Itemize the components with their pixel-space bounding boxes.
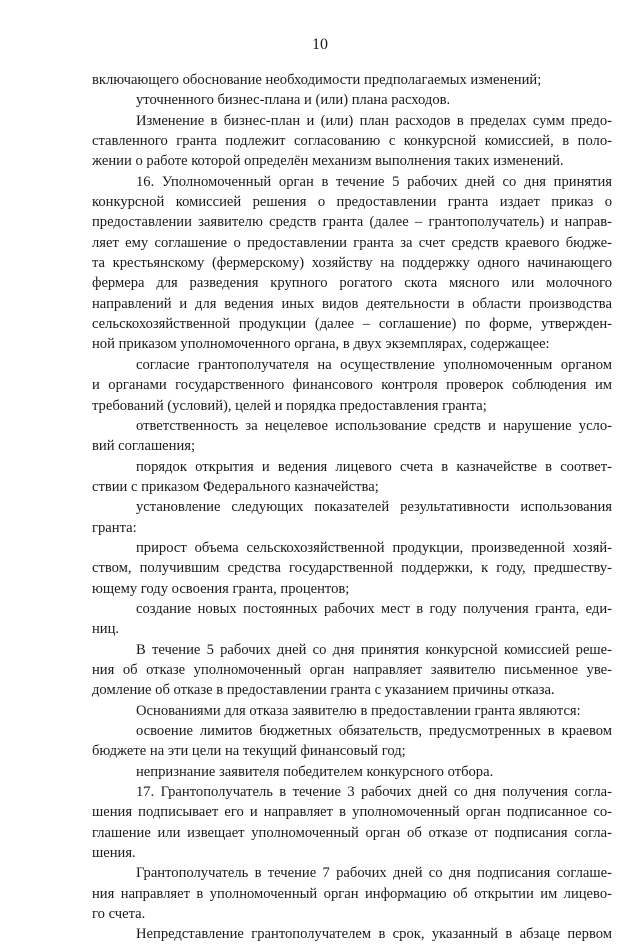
text-line: сельскохозяйственной продукции (далее – соглашение) по форме, утвержден- (92, 316, 612, 333)
text-line: ющему году освоения гранта, процентов; (92, 580, 350, 597)
text-line: ством, получившим средства государственной поддержки, к году, предшеству- (92, 560, 612, 577)
text-line: жении о работе которой определён механизм выполнения таких изменений. (92, 153, 564, 170)
text-line: гранта: (92, 519, 137, 536)
text-line: бюджете на эти цели на текущий финансовый год; (92, 743, 406, 760)
text-line: ляет ему соглашение о предоставлении гранта за счет средств краевого бюдже- (92, 234, 612, 251)
text-line: согласие грантополучателя на осуществление уполномоченным органом (136, 356, 612, 373)
text-line: ния направляет в уполномоченный орган информацию об открытии им лицево- (92, 885, 612, 902)
text-line: конкурсной комиссией решения о предоставлении гранта издает приказ о (92, 194, 612, 211)
text-line: непризнание заявителя победителем конкурсного отбора. (136, 763, 494, 780)
text-line: шения. (92, 845, 136, 862)
text-line: ответственность за нецелевое использование средств и нарушение усло- (136, 417, 612, 434)
text-line: Грантополучатель в течение 7 рабочих дней со дня подписания соглаше- (136, 865, 612, 882)
text-line: ной приказом уполномоченного органа, в двух экземплярах, содержащее: (92, 336, 550, 353)
text-line: прирост объема сельскохозяйственной продукции, произведенной хозяй- (136, 539, 612, 556)
text-line: 16. Уполномоченный орган в течение 5 рабочих дней со дня принятия (136, 173, 612, 190)
text-line: В течение 5 рабочих дней со дня принятия конкурсной комиссией реше- (136, 641, 612, 658)
text-line: вий соглашения; (92, 438, 196, 455)
text-line: ставленного гранта подлежит согласованию с конкурсной комиссией, в поло- (92, 133, 612, 150)
text-line: требований (условий), целей и порядка предоставления гранта; (92, 397, 487, 414)
text-line: уточненного бизнес-плана и (или) плана расходов. (136, 92, 451, 109)
text-line: фермера для разведения крупного рогатого скота мясного или молочного (92, 275, 612, 292)
text-line: установление следующих показателей результативности использования (136, 499, 612, 516)
text-line: включающего обоснование необходимости предполагаемых изменений; (92, 72, 542, 88)
text-line: и органами государственного финансового контроля проверок соблюдения им (92, 377, 612, 394)
text-line: ствии с приказом Федерального казначейства; (92, 478, 379, 495)
page-number: 10 (312, 36, 328, 53)
text-line: та крестьянскому (фермерскому) хозяйству на поддержку одного начинающего (92, 255, 612, 272)
text-line: шения подписывает его и направляет в уполномоченный орган подписанное со- (92, 804, 612, 821)
text-line: Основаниями для отказа заявителю в предоставлении гранта являются: (136, 702, 581, 719)
text-line: ниц. (92, 621, 120, 638)
text-line: освоение лимитов бюджетных обязательств, предусмотренных в краевом (136, 723, 612, 739)
text-line: 17. Грантополучатель в течение 3 рабочих дней со дня получения согла- (136, 784, 612, 801)
text-line: Непредставление грантополучателем в срок, указанный в абзаце первом (136, 926, 612, 943)
text-line: направлений и для ведения иных видов деятельности в области производства (92, 295, 612, 312)
text-line: создание новых постоянных рабочих мест в году получения гранта, еди- (136, 600, 612, 617)
text-line: ния об отказе уполномоченный орган направляет заявителю письменное уве- (92, 661, 612, 678)
text-line: домление об отказе в предоставлении гранта с указанием причины отказа. (92, 682, 555, 699)
document-body-text (92, 70, 612, 945)
text-line: глашение или извещает уполномоченный орган об отказе от подписания согла- (92, 824, 612, 841)
text-line: предоставлении заявителю средств гранта (далее – грантополучатель) и направ- (92, 214, 612, 231)
text-line: порядок открытия и ведения лицевого счета в казначействе в соответ- (136, 458, 612, 475)
text-line: Изменение в бизнес-план и (или) план расходов в пределах сумм предо- (136, 112, 612, 129)
text-line: го счета. (92, 906, 146, 923)
